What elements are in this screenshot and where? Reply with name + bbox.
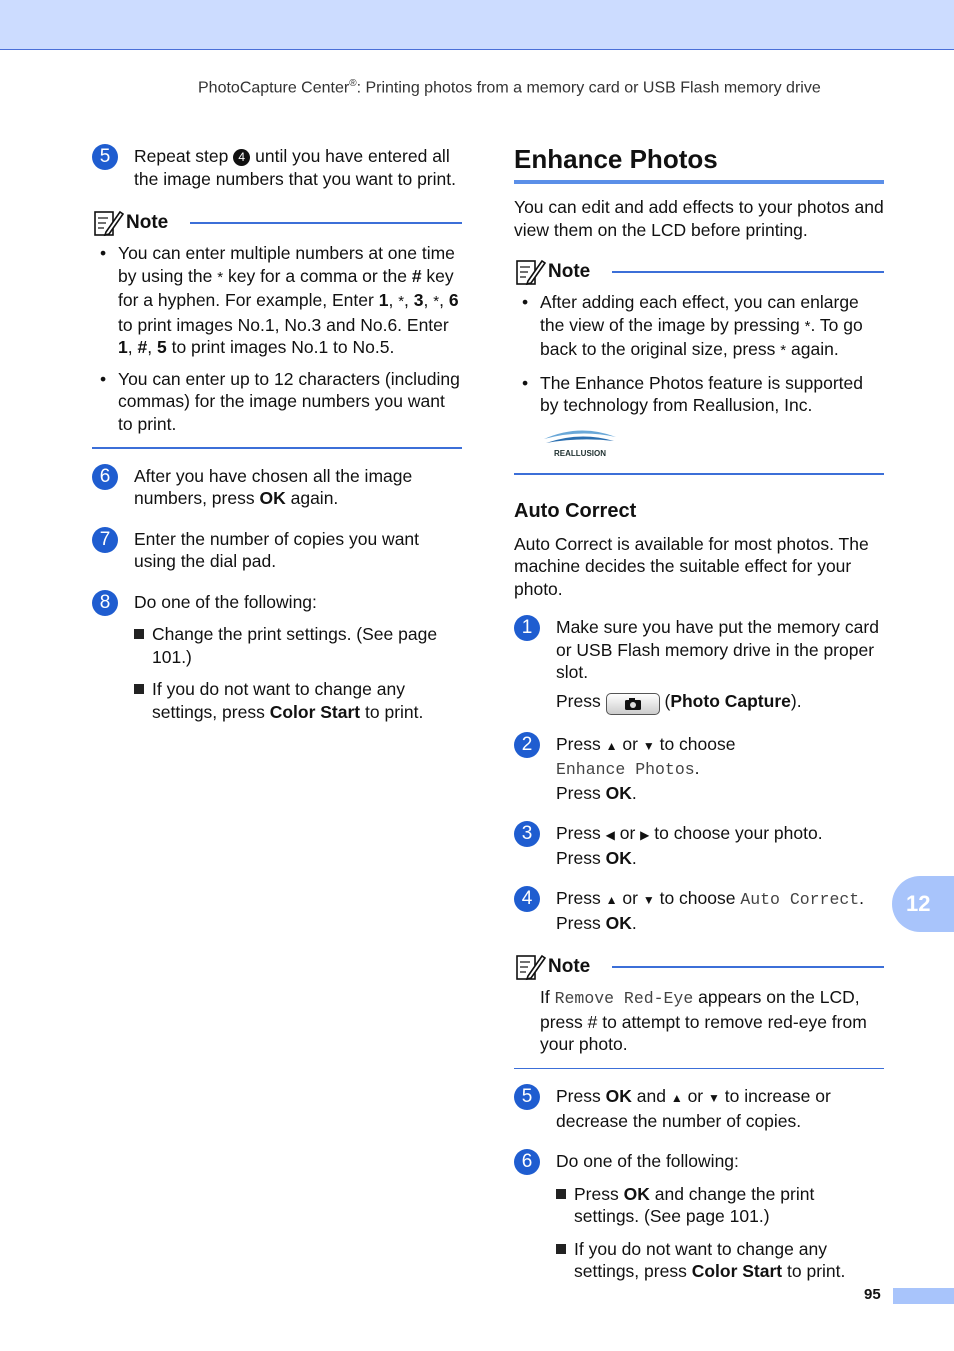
down-arrow-icon: ▼ — [642, 893, 655, 907]
step-number: 3 — [514, 821, 540, 847]
note-rule — [190, 222, 462, 224]
page-number-bar — [893, 1288, 954, 1304]
note-bullets — [514, 291, 884, 464]
subsection-intro: Auto Correct is available for most photos. The machine decides the suitable effect for your photo. — [514, 533, 869, 599]
header-title-rest: : Printing photos from a memory card or USB Flash memory drive — [356, 79, 821, 97]
step-number: 4 — [514, 886, 540, 912]
step-number: 1 — [514, 615, 540, 641]
note-rule — [612, 966, 884, 968]
note-bottom-rule — [514, 1068, 884, 1070]
step-ref-badge: 4 — [233, 149, 250, 166]
note-header — [514, 257, 884, 287]
option-item: Change the print settings. (See page 101.) — [134, 623, 462, 668]
photo-capture-button — [606, 693, 660, 715]
page-number: 95 — [864, 1286, 881, 1303]
step-2: 2 Press ▲ or ▼ to choose Enhance Photos. Press OK. — [514, 733, 884, 805]
step-7 — [92, 528, 462, 573]
step-number: 7 — [92, 527, 118, 553]
step-number: 6 — [514, 1149, 540, 1175]
note-header — [92, 208, 462, 238]
up-arrow-icon: ▲ — [670, 1091, 683, 1105]
running-header — [198, 78, 821, 97]
step-6 — [514, 1150, 884, 1283]
note-rule — [612, 271, 884, 273]
step-text: Make sure you have put the memory card or USB Flash memory drive in the proper slot. — [556, 617, 879, 682]
step-text: Do one of the following: — [134, 591, 317, 612]
down-arrow-icon: ▼ — [642, 738, 655, 753]
up-arrow-icon: ▲ — [605, 738, 618, 753]
step-6: 6 After you have chosen all the image numbers, press OK again. — [92, 465, 462, 510]
reallusion-logo-swoosh — [540, 425, 620, 459]
section-intro: You can edit and add effects to your photos and view them on the LCD before printing. — [514, 197, 884, 240]
reallusion-logo — [540, 425, 884, 465]
note-text: If Remove Red-Eye appears on the LCD, press # to attempt to remove red-eye from your photo. — [540, 987, 867, 1054]
note-title: Note — [548, 260, 591, 282]
left-column — [92, 145, 462, 741]
step-number: 8 — [92, 590, 118, 616]
left-arrow-icon: ◀ — [605, 828, 615, 842]
step-3: 3 Press ◀ or ▶ to choose your photo. Press OK. — [514, 822, 884, 869]
camera-icon — [624, 697, 642, 711]
note-bottom-rule — [514, 473, 884, 475]
option-item: Press OK and change the print settings. (See page 101.) — [556, 1183, 884, 1228]
note-pencil-icon — [514, 257, 546, 287]
option-item: If you do not want to change any settings, press Color Start to print. — [556, 1238, 884, 1283]
registered-mark: ® — [349, 78, 357, 89]
list-item: • You can enter multiple numbers at one time by using the * key for a comma or the # key for a hyphen. For example, Enter 1, *, 3, *, 6 to print images No.1, No.3 and No.6. Enter 1, #, 5 to print images No.1 to No.5. — [92, 242, 462, 359]
svg-text:REALLUSION: REALLUSION — [554, 448, 606, 458]
step-text: Do one of the following: — [556, 1151, 739, 1171]
step-text: Repeat step — [134, 146, 229, 166]
step-8 — [92, 591, 462, 724]
note-title: Note — [548, 955, 591, 977]
step-number: 6 — [92, 464, 118, 490]
step-1: 1 Make sure you have put the memory card or USB Flash memory drive in the proper slot. Press (Photo Capture). — [514, 616, 884, 715]
step-5: 5 Press OK and ▲ or ▼ to increase or decrease the number of copies. — [514, 1085, 884, 1132]
option-item: If you do not want to change any settings, press Color Start to print. — [134, 678, 462, 723]
chapter-tab: 12 — [892, 876, 954, 932]
list-item: • You can enter up to 12 characters (including commas) for the image numbers you want to print. — [92, 368, 462, 436]
header-title-main: PhotoCapture Center — [198, 79, 350, 97]
note-bullets — [92, 242, 462, 435]
step-number: 5 — [92, 144, 118, 170]
note-header — [514, 952, 884, 982]
note-pencil-icon — [92, 208, 124, 238]
note-pencil-icon — [514, 952, 546, 982]
step-text: until you have entered all the image numbers that you want to print. — [134, 146, 456, 189]
subsection-heading: Auto Correct — [514, 499, 637, 522]
note-bottom-rule — [92, 447, 462, 449]
note-title: Note — [126, 211, 169, 233]
step-number: 5 — [514, 1084, 540, 1110]
right-arrow-icon: ▶ — [640, 828, 650, 842]
top-color-band — [0, 0, 954, 50]
up-arrow-icon: ▲ — [605, 893, 618, 907]
section-heading: Enhance Photos — [514, 144, 884, 184]
list-item: • The Enhance Photos feature is supported by technology from Reallusion, Inc. REALLUSION — [514, 372, 884, 465]
step-5 — [92, 145, 462, 190]
step-number: 2 — [514, 732, 540, 758]
step-text: Enter the number of copies you want using the dial pad. — [134, 528, 420, 571]
right-column — [514, 144, 884, 1301]
step-4: 4 Press ▲ or ▼ to choose Auto Correct. Press OK. — [514, 887, 884, 934]
list-item: • After adding each effect, you can enlarge the view of the image by pressing *. To go back to the original size, press * again. — [514, 291, 884, 363]
down-arrow-icon: ▼ — [708, 1091, 720, 1105]
